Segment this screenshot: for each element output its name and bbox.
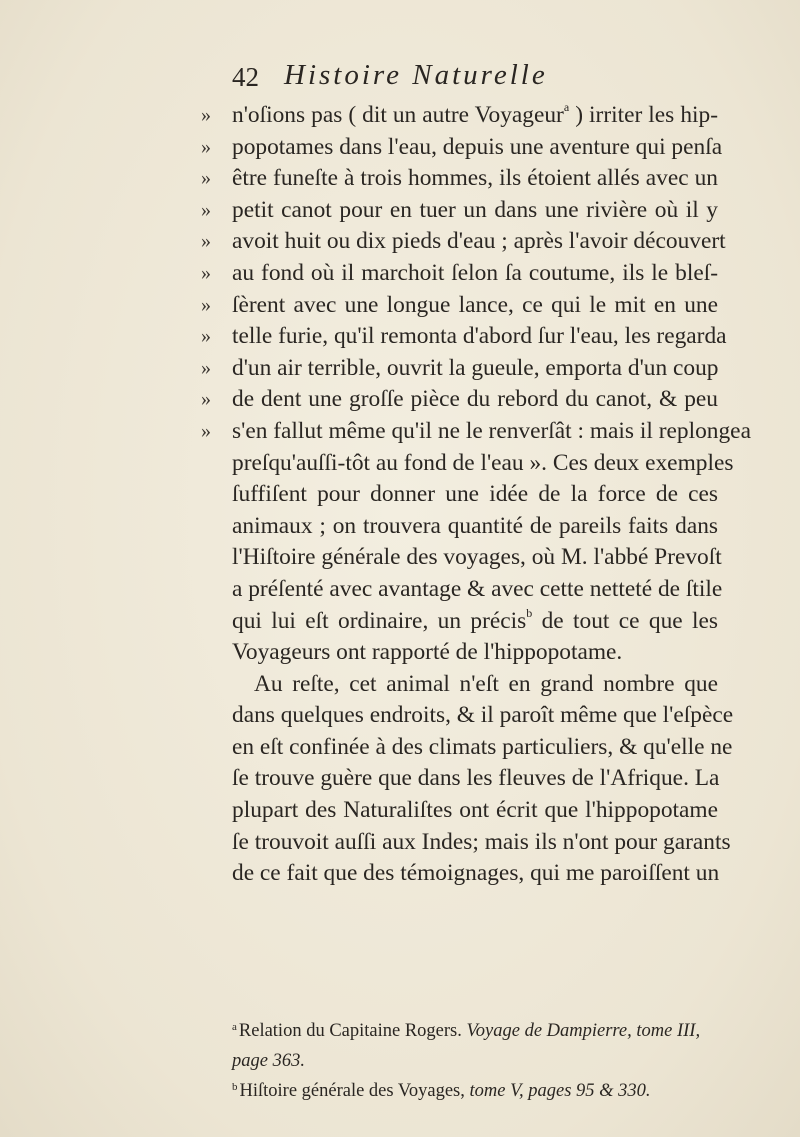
text-line	[232, 858, 718, 890]
text-line	[201, 195, 718, 227]
text-line	[232, 479, 718, 511]
line-text: telle furie, qu'il remonta d'abord ſur l'eau, les regarda	[232, 323, 727, 350]
line-text: être funeſte à trois hommes, ils étoient allés avec un	[232, 165, 718, 192]
quotation-mark: »	[201, 388, 211, 411]
line-text: avoit huit ou dix pieds d'eau ; après l'avoir découvert	[232, 228, 726, 255]
text-line	[232, 669, 718, 701]
footnote-mark: a	[232, 1021, 237, 1033]
text-line	[201, 100, 718, 132]
line-text: s'en fallut même qu'il ne le renverſât : mais il replongea	[232, 417, 751, 444]
footnote-text: Relation du Capitaine Rogers.	[238, 1021, 467, 1041]
text-line	[232, 795, 718, 827]
line-text: petit canot pour en tuer un dans une rivière où il y	[232, 196, 718, 223]
footnote	[232, 1076, 718, 1106]
text-line	[232, 827, 731, 859]
line-text: Au reſte, cet animal n'eſt en grand nombre que	[254, 670, 718, 697]
text-line	[201, 321, 727, 353]
footnote-reference: b	[526, 605, 533, 620]
text-line	[232, 637, 718, 669]
quotation-mark: »	[201, 293, 211, 316]
quotation-mark: »	[201, 104, 211, 126]
quotation-mark: »	[201, 325, 211, 348]
running-title: Histoire Naturelle	[284, 59, 548, 91]
line-text: qui lui eſt ordinaire, un précis	[232, 607, 527, 634]
quotation-mark: »	[201, 167, 211, 190]
line-text: popotames dans l'eau, depuis une aventure qui penſa	[232, 133, 723, 160]
line-text: n'oſions pas ( dit un autre Voyageur	[232, 102, 564, 128]
line-text: ſuffiſent pour donner une idée de la force de ces	[232, 481, 718, 508]
page-number: 42	[232, 62, 259, 92]
text-line	[201, 226, 726, 258]
text-line	[232, 448, 734, 480]
text-line	[232, 542, 722, 574]
line-text-continued: ) irriter les hip-	[569, 102, 718, 128]
footnote	[232, 1046, 718, 1076]
footnote-citation: page 363.	[232, 1051, 305, 1071]
text-line	[201, 163, 718, 195]
text-line	[201, 353, 719, 385]
footnote-citation: tome V, pages 95 & 330.	[469, 1081, 651, 1101]
text-line	[232, 511, 718, 543]
text-line	[201, 290, 718, 322]
footnote-mark: b	[232, 1081, 238, 1093]
footnote-text: Hiſtoire générale des Voyages,	[239, 1081, 470, 1101]
main-text	[201, 100, 751, 890]
quotation-mark: »	[201, 419, 211, 442]
line-text: animaux ; on trouvera quantité de pareils faits dans	[232, 512, 718, 539]
line-text: ſe trouvoit auſſi aux Indes; mais ils n'ont pour garants	[232, 828, 731, 855]
line-text: de ce fait que des témoignages, qui me paroiſſent un	[232, 860, 720, 887]
line-text: ſèrent avec une longue lance, ce qui le mit en une	[232, 291, 718, 318]
line-text: d'un air terrible, ouvrit la gueule, emporta d'un coup	[232, 354, 719, 381]
footnote-citation: Voyage de Dampierre, tome III,	[466, 1021, 701, 1041]
line-text-continued: de tout ce que les	[532, 607, 718, 634]
text-line	[201, 416, 751, 448]
text-line	[232, 732, 733, 764]
text-line	[201, 384, 718, 416]
footnotes	[232, 1016, 718, 1106]
line-text: a préſenté avec avantage & avec cette netteté de ſtile	[232, 575, 723, 602]
quotation-mark: »	[201, 261, 211, 284]
line-text: de dent une groſſe pièce du rebord du canot, & peu	[232, 386, 718, 413]
quotation-mark: »	[201, 356, 211, 379]
quotation-mark: »	[201, 198, 211, 221]
quotation-mark: »	[201, 230, 211, 253]
text-line	[201, 258, 718, 290]
line-text: preſqu'auſſi-tôt au fond de l'eau ». Ces deux exemples	[232, 449, 734, 476]
line-text: dans quelques endroits, & il paroît même que l'eſpèce	[232, 702, 734, 729]
page-header	[232, 59, 712, 98]
line-text: en eſt confinée à des climats particuliers, & qu'elle ne	[232, 733, 733, 760]
line-text: l'Hiſtoire générale des voyages, où M. l'abbé Prevoſt	[232, 544, 722, 571]
text-line	[232, 700, 734, 732]
text-line	[232, 574, 723, 606]
text-line	[232, 606, 718, 638]
line-text: ſe trouve guère que dans les fleuves de l'Afrique. La	[232, 765, 720, 792]
line-text: plupart des Naturaliſtes ont écrit que l'hippopotame	[232, 797, 718, 824]
text-line	[201, 132, 723, 164]
quotation-mark: »	[201, 135, 211, 158]
footnote-reference: a	[563, 100, 570, 115]
footnote	[232, 1016, 718, 1046]
line-text: au fond où il marchoit ſelon ſa coutume, ils le bleſ-	[232, 259, 718, 286]
line-text: Voyageurs ont rapporté de l'hippopotame.	[232, 639, 623, 666]
text-line	[232, 763, 718, 795]
